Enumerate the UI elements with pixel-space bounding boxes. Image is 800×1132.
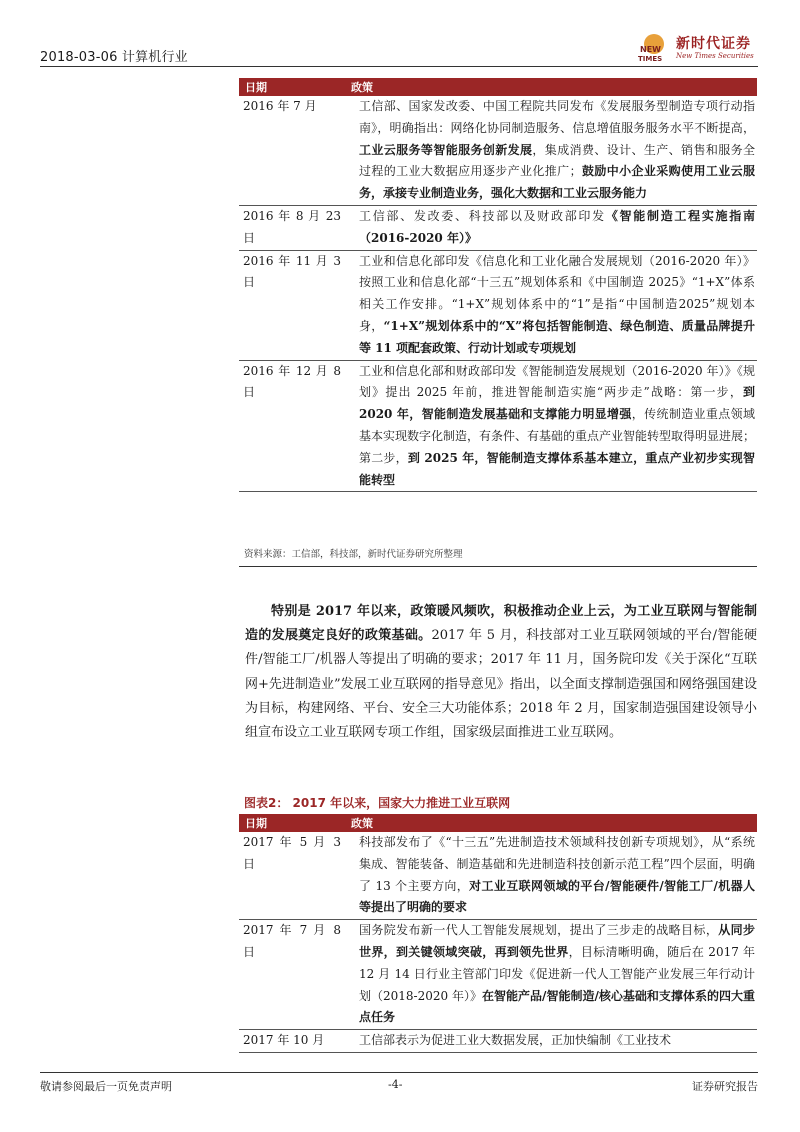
header-rule xyxy=(40,66,758,67)
emphasis-text: 特别是 2017 年以来，政策暖风频吹，积极推动企业上云，为工业互联网与智能制造的发展奠定良好的政策基础。 xyxy=(245,604,757,644)
page-number: -4- xyxy=(388,1078,403,1091)
row-date: 2017 年 5 月 3 日 xyxy=(239,832,345,920)
emphasis-text: 对工业互联网领域的平台/智能硬件/智能工厂/机器人等提出了明确的要求 xyxy=(359,878,755,915)
row-policy xyxy=(345,920,757,1030)
row-policy xyxy=(345,205,757,250)
body-paragraph xyxy=(245,600,757,745)
col-header-policy: 政策 xyxy=(345,78,757,96)
table-row xyxy=(239,1030,757,1053)
policy-table-1 xyxy=(239,78,757,492)
table-source: 资料来源：工信部，科技部，新时代证券研究所整理 xyxy=(244,549,463,560)
emphasis-text: 到 2025 年，智能制造支撑体系基本建立，重点产业初步实现智能转型 xyxy=(359,450,755,487)
row-policy xyxy=(345,360,757,492)
figure-2-title: 图表2： 2017 年以来，国家大力推进工业互联网 xyxy=(244,796,511,810)
body-text: 国务院发布新一代人工智能发展规划，提出了三步走的战略目标， xyxy=(359,923,719,938)
row-date: 2017 年 7 月 8 日 xyxy=(239,920,345,1030)
source-rule xyxy=(239,566,757,567)
body-text: 工业和信息化部印发《信息化和工业化融合发展规划（2016-2020 年）》按照工业和信息化部“十三五”规划体系和《中国制造 2025》“1+X”体系相关工作安排。“1+X”规划体系中的“1”是指“中国制造2025”规划本身， xyxy=(359,253,755,333)
footer-disclaimer: 敬请参阅最后一页免责声明 xyxy=(40,1080,172,1093)
emphasis-text: 《智能制造工程实施指南（2016-2020 年）》 xyxy=(359,208,755,245)
emphasis-text: 工业云服务等智能服务创新发展 xyxy=(359,142,533,157)
header-date-industry: 2018-03-06 计算机行业 xyxy=(40,50,188,65)
body-text: 2017 年 5 月，科技部对工业互联网领域的平台/智能硬件/智能工厂/机器人等提出了明确的要求；2017 年 11 月，国务院印发《关于深化“互联网+先进制造业”发展工业互联网的指导意见》指出，以全面支撑制造强国和网络强国建设为目标，构建网络、平台、安全三大功能体系；2018 年 2 月，国家制造强国建设领导小组宣布设立工业互联网专项工作组，国家级层面推进工业互联网。 xyxy=(245,628,757,741)
body-text: ，传统制造业重点领域基本实现数字化制造，有条件、有基础的重点产业智能转型取得明显进展；第二步， xyxy=(359,407,756,465)
row-policy xyxy=(345,96,757,205)
row-date: 2016 年 11 月 3 日 xyxy=(239,250,345,360)
col-header-policy: 政策 xyxy=(345,814,757,832)
row-policy xyxy=(345,250,757,360)
row-policy xyxy=(345,832,757,920)
emphasis-text: 到 2020 年，智能制造发展基础和支撑能力明显增强 xyxy=(359,385,755,422)
row-policy xyxy=(345,1030,757,1053)
col-header-date: 日期 xyxy=(239,814,345,832)
emphasis-text: 在智能产品/智能制造/核心基础和支撑体系的四大重点任务 xyxy=(359,988,755,1025)
emphasis-text: “1+X”规划体系中的“X”将包括智能制造、绿色制造、质量品牌提升等 11 项配套政策、行动计划或专项规划 xyxy=(359,318,755,355)
body-text: 工业和信息化部和财政部印发《智能制造发展规划（2016-2020 年）》《规划》提出 2025 年前，推进智能制造实施“两步走”战略：第一步， xyxy=(359,363,755,400)
table-row xyxy=(239,205,757,250)
footer-rule xyxy=(40,1072,758,1073)
body-text: 工信部、发改委、科技部以及财政部印发 xyxy=(359,208,606,223)
table-row xyxy=(239,920,757,1030)
row-date: 2016 年 8 月 23 日 xyxy=(239,205,345,250)
footer-report-type: 证券研究报告 xyxy=(692,1080,758,1093)
company-logo xyxy=(636,30,760,64)
emphasis-text: 鼓励中小企业采购使用工业云服务，承接专业制造业务，强化大数据和工业云服务能力 xyxy=(359,164,755,201)
new-times-logo-icon xyxy=(636,30,672,64)
policy-table-2-body xyxy=(239,832,757,1052)
row-date: 2016 年 12 月 8 日 xyxy=(239,360,345,492)
logo-name-cn: 新时代证券 xyxy=(676,36,751,52)
body-text: 工信部表示为促进工业大数据发展，正加快编制《工业技术 xyxy=(359,1033,672,1048)
svg-text:TIMES: TIMES xyxy=(638,55,663,63)
row-date: 2017 年 10 月 xyxy=(239,1030,345,1053)
body-text: ，集成消费、设计、生产、销售和服务全过程的工业大数据应用逐步产业化推广； xyxy=(359,142,755,179)
emphasis-text: 从同步世界，到关键领域突破，再到领先世界 xyxy=(359,923,755,959)
body-text: 科技部发布了《“十三五”先进制造技术领域科技创新专项规划》，从“系统集成、智能装备、制造基础和先进制造科技创新示范工程”四个层面，明确了 13 个主要方向， xyxy=(359,835,755,893)
table-row xyxy=(239,96,757,205)
policy-table-1-body xyxy=(239,96,757,492)
col-header-date: 日期 xyxy=(239,78,345,96)
svg-text:NEW: NEW xyxy=(640,45,661,54)
policy-table-2 xyxy=(239,814,757,1053)
row-date: 2016 年 7 月 xyxy=(239,96,345,205)
body-text: 工信部、国家发改委、中国工程院共同发布《发展服务型制造专项行动指南》，明确指出：网络化协同制造服务、信息增值服务服务水平不断提高， xyxy=(359,99,755,135)
table-row xyxy=(239,832,757,920)
table-row xyxy=(239,360,757,492)
body-text: ，目标清晰明确，随后在 2017 年 12 月 14 日行业主管部门印发《促进新一代人工智能产业发展三年行动计划（2018-2020 年）》 xyxy=(359,944,755,1003)
table-row xyxy=(239,250,757,360)
logo-name-en: New Times Securities xyxy=(676,52,754,60)
